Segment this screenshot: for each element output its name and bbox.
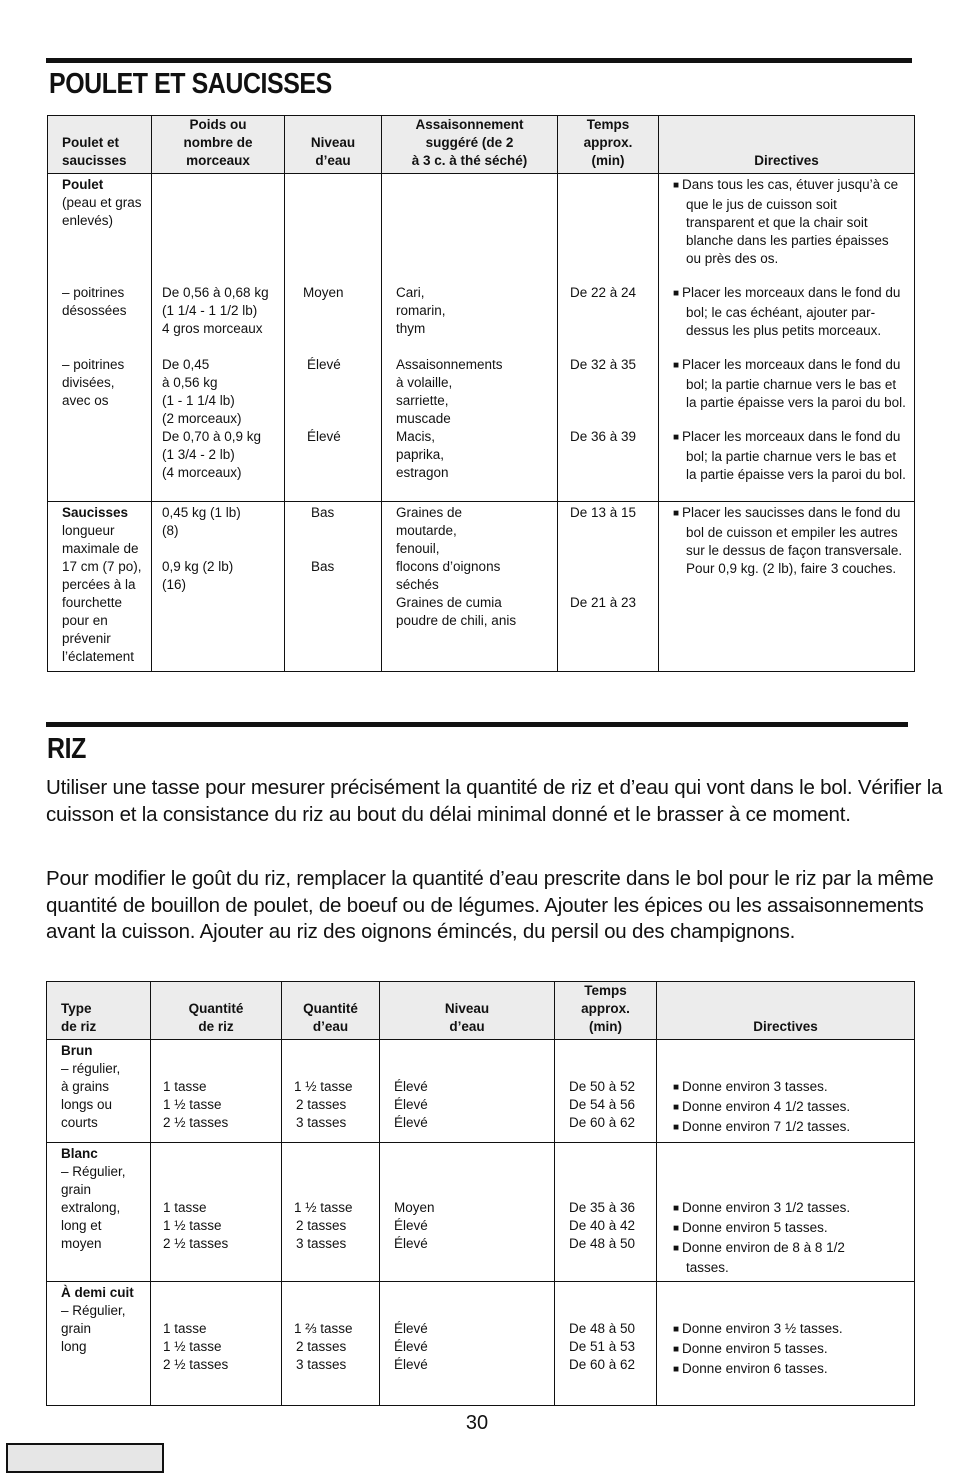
riz-directives-brun [657,1040,915,1143]
poulet-seasoning-cell [382,174,558,502]
cook-time: De 51 à 53 [569,1339,636,1354]
section-title-poulet: POULET ET SAUCISSES [49,68,332,100]
water-level: Élevé [394,1357,428,1372]
riz-directives-demi-cuit [657,1282,915,1406]
riz-col-header-directives: Directives [657,982,915,1040]
bullet-icon [673,1240,682,1255]
saucisses-water-a: Bas [311,505,335,520]
page-number: 30 [465,1412,489,1434]
water-qty: 2 tasses [296,1339,347,1354]
poulet-cut-cell [48,174,152,502]
riz-water-brun [282,1040,380,1143]
poulet-water-cell [285,174,382,502]
riz-desc-blanc: – Régulier, grain extralong, long et moyen [61,1164,126,1251]
water-level: Élevé [394,1236,428,1251]
time-row-2: De 32 à 35 [570,357,637,372]
water-qty: 3 tasses [296,1357,347,1372]
riz-col-header-type: Type de riz [47,982,151,1040]
bullet-icon [673,1200,682,1215]
cook-time: De 54 à 56 [569,1097,636,1112]
bullet-icon [673,285,682,300]
riz-water-demi-cuit [282,1282,380,1406]
riz-rice-brun [151,1040,282,1143]
water-level: Élevé [394,1115,428,1130]
riz-directive: Donne environ 4 1/2 tasses. [682,1099,851,1114]
riz-directive: Donne environ 3 tasses. [682,1079,828,1094]
riz-name-demi-cuit: À demi cuit [61,1285,134,1300]
rice-qty: 1 tasse [163,1321,207,1336]
saucisses-note: longueur maximale de 17 cm (7 po), percées à la fourchette pour en prévenir l’éclatement [62,523,142,664]
bullet-icon [673,1220,682,1235]
top-rule [46,58,912,63]
directive-row-2: Placer les morceaux dans le fond du bol; la partie charnue vers le bas et la partie épaisse vers la paroi du bol. [682,357,906,410]
riz-name-blanc: Blanc [61,1146,98,1161]
riz-level-brun [380,1040,555,1143]
saucisses-directive: Placer les saucisses dans le fond du bol de cuisson et empiler les autres sur le dessus de façon transversale. Pour 0,9 kg. (2 lb), faire 3 couches. [682,505,903,576]
directive-row-1: Placer les morceaux dans le fond du bol; le cas échéant, ajouter par-dessus les plus petits morceaux. [682,285,901,338]
saucisses-water-cell [285,502,382,672]
poulet-note: (peau et gras enlevés) [62,195,142,228]
seasoning-row-2: Assaisonnements à volaille, sarriette, muscade [396,357,503,426]
section-title-riz: RIZ [47,733,86,765]
riz-directive: Donne environ 3 ½ tasses. [682,1321,843,1336]
cook-time: De 48 à 50 [569,1236,636,1251]
riz-directive: Donne environ 5 tasses. [682,1341,828,1356]
water-row-2: Élevé [307,357,341,372]
water-row-1: Moyen [303,285,344,300]
saucisses-weight: 0,45 kg (1 lb) (8) 0,9 kg (2 lb) (16) [152,502,285,672]
cook-time: De 40 à 42 [569,1218,636,1233]
water-level: Élevé [394,1218,428,1233]
bullet-icon [673,1361,682,1376]
water-level: Moyen [394,1200,435,1215]
footer-box [6,1443,164,1473]
poulet-time-cell [558,174,659,502]
col-header-water: Niveau d’eau [285,116,382,174]
riz-rule [46,722,908,727]
poulet-name: Poulet [62,177,104,192]
riz-level-blanc [380,1143,555,1282]
water-level: Élevé [394,1339,428,1354]
riz-time-blanc [555,1143,657,1282]
cook-time: De 48 à 50 [569,1321,636,1336]
rice-qty: 1 tasse [163,1200,207,1215]
water-qty: 1 ½ tasse [294,1079,353,1094]
riz-paragraph-1: Utiliser une tasse pour mesurer précisément la quantité de riz et d’eau qui vont dans le bol. Vérifier la cuisson et la consistance du riz au bout du délai minimal donné et le brasser à ce moment. [46,776,943,826]
water-level: Élevé [394,1097,428,1112]
riz-water-blanc [282,1143,380,1282]
bullet-icon [673,505,682,520]
riz-directive: Donne environ 5 tasses. [682,1220,828,1235]
water-qty: 1 ½ tasse [294,1200,353,1215]
col-header-directives: Directives [659,116,915,174]
water-qty: 1 ⅔ tasse [294,1321,353,1336]
riz-directive: Donne environ 7 1/2 tasses. [682,1119,851,1134]
water-level: Élevé [394,1321,428,1336]
water-qty: 3 tasses [296,1115,347,1130]
riz-col-header-rice: Quantité de riz [151,982,282,1040]
riz-paragraph-2: Pour modifier le goût du riz, remplacer la quantité d’eau prescrite dans le bol pour le riz par la même quantité de bouillon de poulet, de boeuf ou de légumes. Ajouter les épices ou les assaisonnements avant la cuisson. Ajouter au riz des oignons émincés, du persil ou des champignons. [46,867,934,943]
rice-qty: 2 ½ tasses [163,1236,229,1251]
rice-qty: 1 ½ tasse [163,1339,222,1354]
poulet-weight-cell [152,174,285,502]
col-header-type: Poulet et saucisses [48,116,152,174]
riz-name-brun: Brun [61,1043,93,1058]
saucisses-name: Saucisses [62,505,129,520]
directive-general: Dans tous les cas, étuver jusqu’à ce que le jus de cuisson soit transparent et que la chair soit blanche dans les parties épaisses ou près des os. [682,177,899,266]
rice-qty: 2 ½ tasses [163,1115,229,1130]
col-header-time: Temps approx. (min) [558,116,659,174]
riz-type-blanc [47,1143,151,1282]
riz-col-header-level: Niveau d’eau [380,982,555,1040]
riz-type-brun [47,1040,151,1143]
water-qty: 2 tasses [296,1218,347,1233]
riz-col-header-time: Temps approx. (min) [555,982,657,1040]
water-qty: 3 tasses [296,1236,347,1251]
rice-qty: 2 ½ tasses [163,1357,229,1372]
rice-qty: 1 ½ tasse [163,1097,222,1112]
seasoning-row-1: Cari, romarin, thym [396,285,446,336]
riz-directive: Donne environ 6 tasses. [682,1361,828,1376]
bullet-icon [673,1119,682,1134]
weight-row-2: De 0,45 à 0,56 kg (1 - 1 1/4 lb) (2 morceaux) [162,357,242,426]
saucisses-cut-cell [48,502,152,672]
weight-row-1: De 0,56 à 0,68 kg (1 1/4 - 1 1/2 lb) 4 gros morceaux [162,285,269,336]
weight-row-3: De 0,70 à 0,9 kg (1 3/4 - 2 lb) (4 morceaux) [162,429,262,480]
cook-time: De 35 à 36 [569,1200,636,1215]
riz-directive: Donne environ de 8 à 8 1/2 tasses. [682,1240,845,1275]
bullet-icon [673,429,682,444]
riz-level-demi-cuit [380,1282,555,1406]
riz-table [46,981,915,1406]
cook-time: De 60 à 62 [569,1357,636,1372]
cut-breast-boneless: – poitrines désossées [62,285,127,318]
col-header-seasoning: Assaisonnement suggéré (de 2 à 3 c. à thé séché) [382,116,558,174]
saucisses-directive-cell [659,502,915,672]
riz-rice-demi-cuit [151,1282,282,1406]
time-row-1: De 22 à 24 [570,285,637,300]
rice-qty: 1 tasse [163,1079,207,1094]
saucisses-time-cell [558,502,659,672]
saucisses-time-a: De 13 à 15 [570,505,637,520]
bullet-icon [673,1341,682,1356]
riz-col-header-water-qty: Quantité d’eau [282,982,380,1040]
riz-directive: Donne environ 3 1/2 tasses. [682,1200,851,1215]
cook-time: De 60 à 62 [569,1115,636,1130]
directive-row-3: Placer les morceaux dans le fond du bol; la partie charnue vers le bas et la partie épaisse vers la paroi du bol. [682,429,906,482]
riz-directives-blanc [657,1143,915,1282]
riz-desc-brun: – régulier, à grains longs ou courts [61,1061,121,1130]
riz-desc-demi-cuit: – Régulier, grain long [61,1303,126,1354]
rice-qty: 1 ½ tasse [163,1218,222,1233]
poulet-directive-cell [659,174,915,502]
bullet-icon [673,1099,682,1114]
cut-breast-split: – poitrines divisées, avec os [62,357,125,408]
water-row-3: Élevé [307,429,341,444]
bullet-icon [673,1079,682,1094]
riz-rice-blanc [151,1143,282,1282]
time-row-3: De 36 à 39 [570,429,637,444]
water-qty: 2 tasses [296,1097,347,1112]
bullet-icon [673,357,682,372]
bullet-icon [673,1321,682,1336]
riz-time-brun [555,1040,657,1143]
saucisses-water-b: Bas [311,559,335,574]
saucisses-seasoning: Graines de moutarde, fenouil, flocons d’oignons séchés Graines de cumia poudre de chili, anis [382,502,558,672]
bullet-icon [673,177,682,192]
saucisses-time-b: De 21 à 23 [570,595,637,610]
riz-time-demi-cuit [555,1282,657,1406]
cook-time: De 50 à 52 [569,1079,636,1094]
col-header-weight: Poids ou nombre de morceaux [152,116,285,174]
seasoning-row-3: Macis, paprika, estragon [396,429,449,480]
riz-type-demi-cuit [47,1282,151,1406]
poulet-table [47,115,915,672]
water-level: Élevé [394,1079,428,1094]
